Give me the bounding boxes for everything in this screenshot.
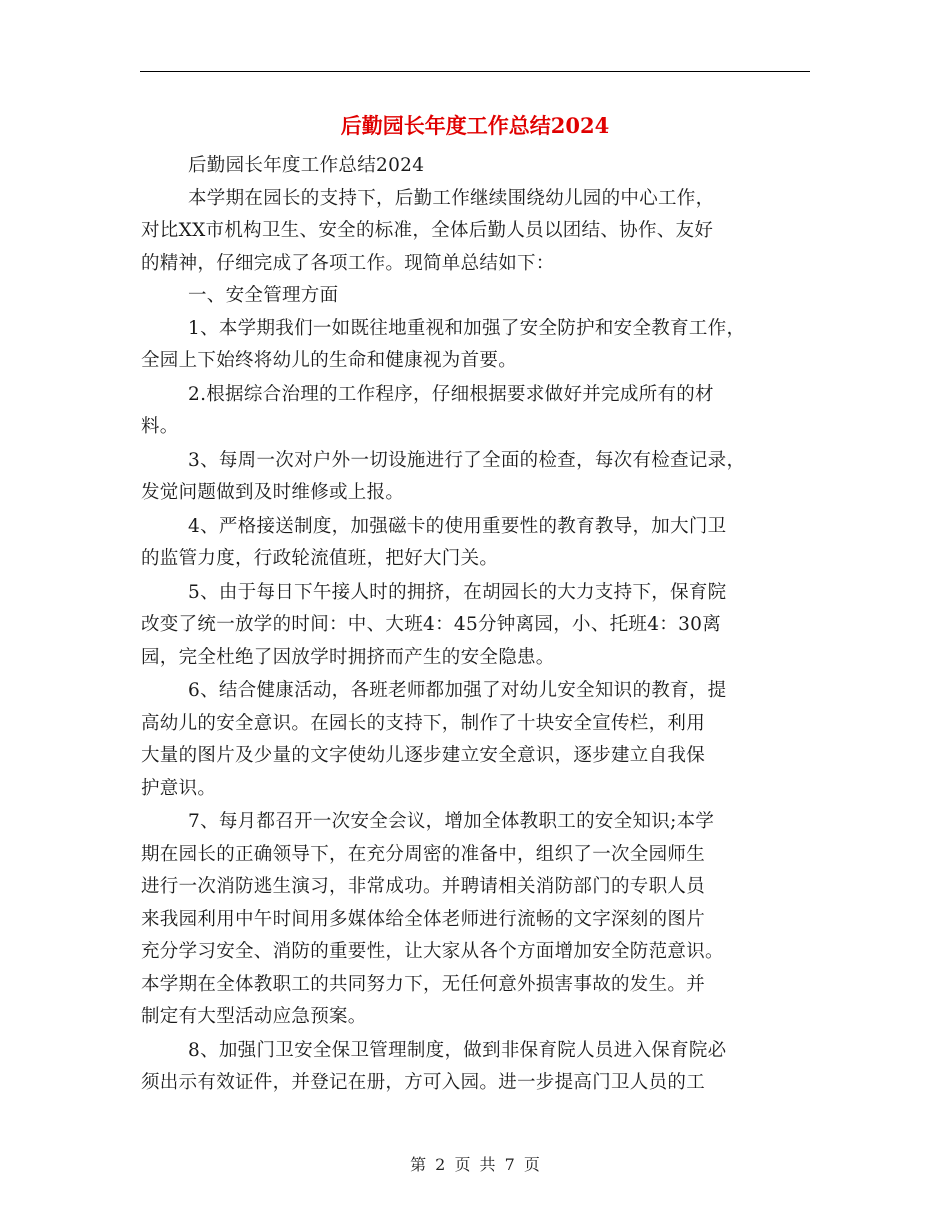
body-line: 改变了统一放学的时间：中、大班4：45分钟离园，小、托班4：30离 [141, 614, 722, 635]
body-line: 来我园利用中午时间用多媒体给全体老师进行流畅的文字深刻的图片 [141, 908, 706, 930]
body-line: 高幼儿的安全意识。在园长的支持下，制作了十块安全宣传栏，利用 [141, 712, 706, 734]
body-line: 对比XX市机构卫生、安全的标准，全体后勤人员以团结、协作、友好 [141, 220, 714, 241]
body-line: 须出示有效证件，并登记在册，方可入园。进一步提高门卫人员的工 [141, 1072, 706, 1093]
body-line: 4、严格接送制度，加强磁卡的使用重要性的教育教导，加大门卫 [188, 515, 727, 537]
body-line: 1、本学期我们一如既往地重视和加强了安全防护和安全教育工作， [188, 317, 746, 339]
body-line: 料。 [141, 416, 179, 437]
body-line: 全园上下始终将幼儿的生命和健康视为首要。 [141, 350, 518, 371]
body-line: 大量的图片及少量的文字使幼儿逐步建立安全意识，逐步建立自我保 [141, 745, 706, 766]
document-title: 后勤园长年度工作总结2024 [340, 113, 610, 138]
body-line: 的监管力度，行政轮流值班，把好大门关。 [141, 548, 499, 569]
body-line: 制定有大型活动应急预案。 [141, 1006, 367, 1027]
body-line: 园，完全杜绝了因放学时拥挤而产生的安全隐患。 [141, 646, 555, 668]
body-line: 6、结合健康活动，各班老师都加强了对幼儿安全知识的教育，提 [188, 680, 727, 701]
body-line: 5、由于每日下午接人时的拥挤，在胡园长的大力支持下，保育院 [188, 581, 727, 603]
body-line: 发觉问题做到及时维修或上报。 [141, 482, 405, 503]
body-line: 本学期在全体教职工的共同努力下，无任何意外损害事故的发生。并 [141, 973, 706, 995]
body-line: 2.根据综合治理的工作程序，仔细根据要求做好并完成所有的材 [188, 383, 714, 405]
body-line: 的精神，仔细完成了各项工作。现简单总结如下： [141, 252, 555, 274]
body-line: 7、每月都召开一次安全会议，增加全体教职工的安全知识;本学 [188, 811, 715, 832]
header-rule [140, 71, 810, 72]
page-number-footer: 第 2 页 共 7 页 [410, 1155, 540, 1174]
body-line: 8、加强门卫安全保卫管理制度，做到非保育院人员进入保育院必 [188, 1039, 727, 1061]
section-heading: 一、安全管理方面 [188, 285, 339, 306]
body-line: 3、每周一次对户外一切设施进行了全面的检查，每次有检查记录， [188, 449, 746, 471]
body-line: 后勤园长年度工作总结2024 [188, 155, 425, 176]
body-line: 充分学习安全、消防的重要性，让大家从各个方面增加安全防范意识。 [141, 941, 724, 962]
document-body [141, 150, 811, 1100]
body-line: 期在园长的正确领导下，在充分周密的准备中，组织了一次全园师生 [141, 843, 706, 865]
body-line: 进行一次消防逃生演习，非常成功。并聘请相关消防部门的专职人员 [141, 876, 706, 897]
body-line: 本学期在园长的支持下，后勤工作继续围绕幼儿园的中心工作， [188, 187, 715, 209]
body-line: 护意识。 [141, 777, 217, 799]
